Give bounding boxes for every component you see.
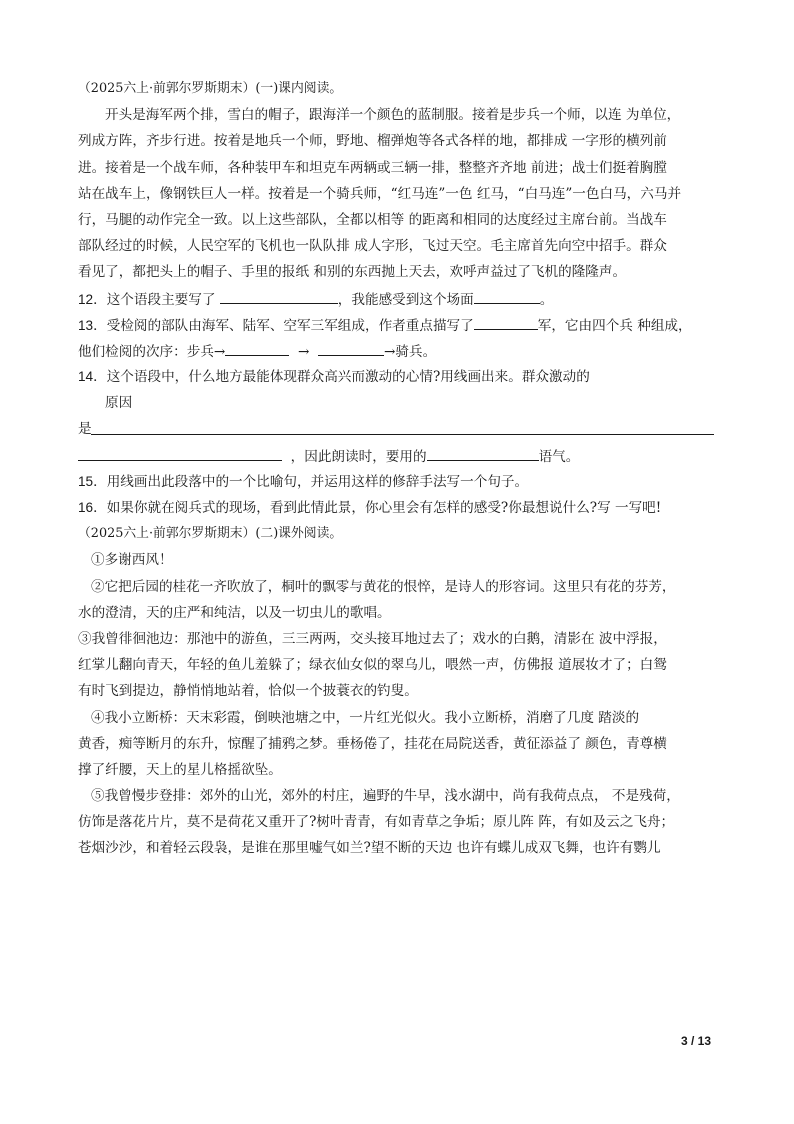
- passage-line: 进。接着是一个战车师，各种装甲车和坦克车两辆或三辆一排，整整齐齐地 前进；战士们挺着胸膛: [78, 159, 667, 176]
- passage-line: 列成方阵，齐步行进。按着是地兵一个师，野地、榴弹炮等各式各样的地，都排成 一字形的横列前: [78, 133, 667, 150]
- passage-line: 看见了，都把头上的帽子、手里的报纸 和别的东西抛上天去，欢呼声益过了飞机的隆隆声。: [78, 264, 627, 281]
- question-text: 用线画出此段落中的一个比喻句，并运用这样的修辞手法写一个句子。: [106, 473, 529, 490]
- question-text: 。: [539, 291, 554, 308]
- passage-line: ③我曾徘徊池边：那池中的游鱼，三三两两，交头接耳地过去了；戏水的白鹅，清影在 波中浮报，: [78, 630, 667, 647]
- source-line-1: （2025六上·前郭尔罗斯期末）(一)课内阅读。: [78, 81, 343, 96]
- question-16: [78, 495, 720, 521]
- passage-line: 苍烟沙沙，和着轻云段袅，是谁在那里嘘气如兰?望不断的天边 也许有蝶儿成双飞舞，也许有鹦儿: [78, 840, 661, 857]
- question-text: →骑兵。: [384, 343, 437, 360]
- question-text: 这个语段主要写了: [106, 291, 216, 308]
- question-13-line-2: [78, 338, 720, 364]
- question-text: ，我能感受到这个场面: [337, 291, 474, 308]
- question-text: 是: [78, 421, 92, 438]
- passage-line: 红掌儿翻向青天，年轻的鱼儿羞躲了；绿衣仙女似的翠乌儿，喂然一声，仿佛报 道展妆才了；白鸳: [78, 657, 667, 674]
- question-text: 受检阅的部队由海军、陆军、空军三军组成，作者重点描写了: [106, 317, 474, 334]
- passage-line: 水的澄清，天的庄严和纯洁，以及一切虫儿的歌唱。: [78, 604, 391, 621]
- answer-blank[interactable]: [225, 338, 289, 356]
- question-text: 语气。: [538, 448, 580, 465]
- question-text: 他们检阅的次序：步兵→: [78, 343, 226, 360]
- answer-blank[interactable]: [318, 338, 384, 356]
- question-text: ，因此朗读时，要用的: [290, 448, 427, 465]
- passage-line: ①多谢西风！: [91, 552, 173, 569]
- page-number: 3 / 13: [681, 1034, 712, 1048]
- answer-blank[interactable]: [78, 443, 282, 461]
- passage-line: ⑤我曾慢步登排：郊外的山光，郊外的村庄，遍野的牛早，浅水湖中，尚有我荷点点， 不是残荷，: [91, 788, 680, 805]
- passage-line: ④我小立断桥：天末彩霞，倒映池塘之中，一片红光似火。我小立断桥，消磨了几度 踏淡的: [91, 709, 640, 726]
- question-14-line-3: [78, 416, 720, 442]
- passage-line: 有时飞到提边，静悄悄地站着，恰似一个披蓑衣的钓叟。: [78, 683, 418, 700]
- passage-line: ②它把后园的桂花一齐吹放了，桐叶的飘零与黄花的恨悴，是诗人的形容词。这里只有花的芬芳，: [91, 578, 676, 595]
- question-number: 15．: [78, 473, 107, 489]
- passage-line: 行，马腿的动作完全一致。以上这些部队，全都以相等 的距离和相同的达度经过主席台前。当战车: [78, 211, 667, 228]
- question-15: [78, 469, 720, 495]
- passage-line: 撑了纤腰，天上的星儿格摇欲坠。: [78, 761, 282, 778]
- question-number: 16．: [78, 500, 107, 515]
- question-number: 13．: [78, 317, 107, 333]
- question-text: 军，它由四个兵 种组成，: [537, 317, 692, 334]
- passage-line: 部队经过的时候，人民空军的飞机也一队队排 成人字形，飞过天空。毛主席首先向空中招手。群众: [78, 238, 667, 255]
- passage-line: 站在战车上，像钢铁巨人一样。按着是一个骑兵师，“红马连”一色 红马，“白马连”一色白马，六马并: [78, 185, 682, 202]
- question-14: [78, 364, 720, 390]
- passage-line: 仿饰是落花片片，莫不是荷花又重开了?树叶青青，有如青草之争垢；原儿阵 阵，有如及云之飞舟；: [78, 814, 675, 831]
- question-12: [78, 286, 720, 312]
- question-text: 这个语段中，什么地方最能体现群众高兴而激动的心情?用线画出来。群众激动的: [106, 369, 590, 386]
- answer-line[interactable]: [91, 434, 714, 435]
- question-number: 14．: [78, 369, 107, 385]
- question-text: 如果你就在阅兵式的现场，看到此情此景，你心里会有怎样的感受?你最想说什么?写 一写吧!: [106, 500, 662, 516]
- answer-blank[interactable]: [474, 312, 538, 330]
- passage-line: 开头是海军两个排，雪白的帽子，跟海洋一个颜色的蓝制服。接着是步兵一个师，以连 为单位，: [105, 107, 681, 124]
- arrow: →: [297, 343, 310, 360]
- answer-blank[interactable]: [220, 286, 338, 304]
- question-number: 12．: [78, 291, 107, 307]
- answer-blank[interactable]: [427, 443, 539, 461]
- question-13: [78, 312, 720, 338]
- question-14-line-4: [78, 443, 720, 469]
- question-14-line-2: 原因: [105, 395, 133, 412]
- passage-line: 黄香，痴等断月的东升，惊醒了捕鸦之梦。垂杨倦了，挂花在局院送香，黄征添益了 颜色，青尊横: [78, 735, 667, 752]
- answer-blank[interactable]: [474, 286, 540, 304]
- source-line-2: （2025六上·前郭尔罗斯期末）(二)课外阅读。: [78, 526, 343, 542]
- page-content: [78, 76, 720, 862]
